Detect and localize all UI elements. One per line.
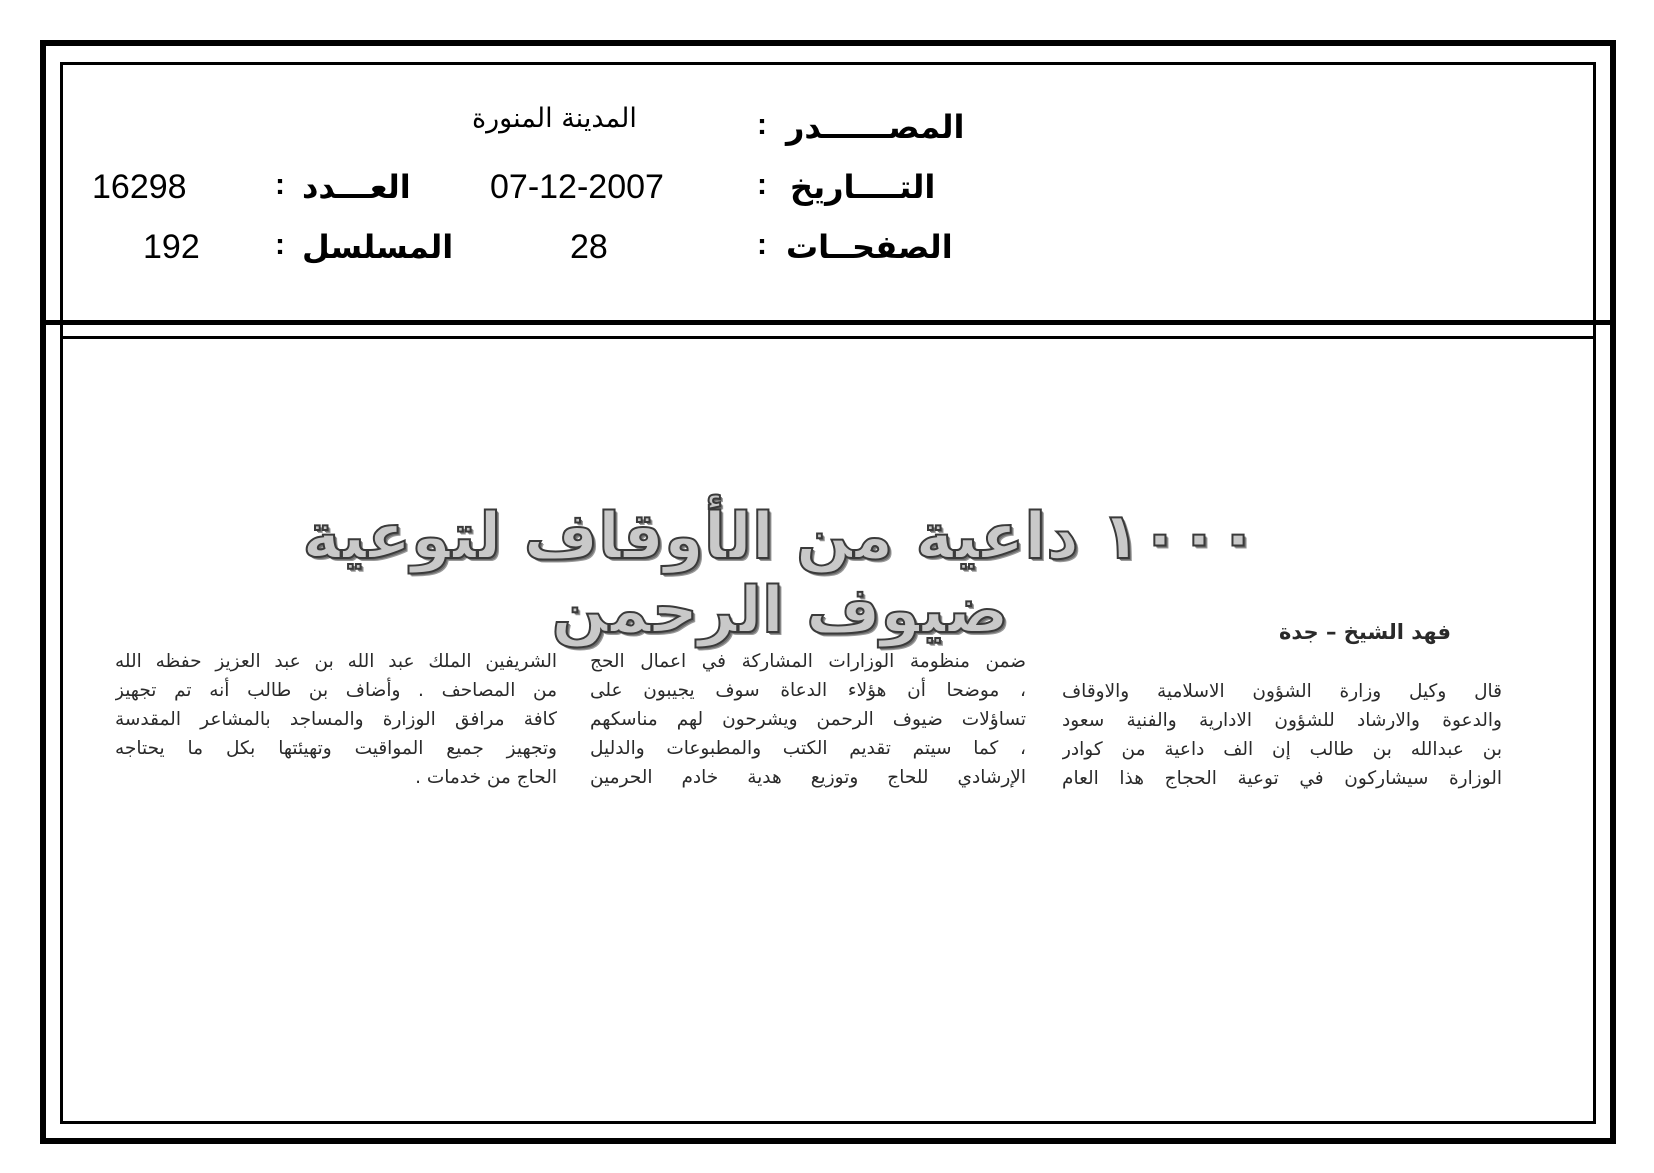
text-line: كافة مرافق الوزارة والمساجد بالمشاعر المقدسة bbox=[115, 709, 557, 730]
source-value: المدينة المنورة bbox=[472, 103, 637, 134]
text-line: الحاج من خدمات . bbox=[415, 767, 557, 788]
serial-colon: : bbox=[275, 228, 285, 261]
source-label: المصــــــدر bbox=[786, 108, 965, 146]
serial-label: المسلسل bbox=[302, 228, 454, 266]
text-line: ، كما سيتم تقديم الكتب والمطبوعات والدليل bbox=[590, 738, 1026, 759]
issue-value: 16298 bbox=[92, 168, 187, 206]
article-column-1 bbox=[1062, 677, 1502, 793]
issue-label: العـــدد bbox=[302, 168, 411, 206]
date-label: التــــاريخ bbox=[790, 168, 936, 206]
date-colon: : bbox=[757, 168, 767, 201]
headline: ١٠٠٠ داعية من الأوقاف لتوعية ضيوف الرحمن bbox=[302, 500, 1258, 648]
byline: فهد الشيخ – جدة bbox=[1279, 620, 1451, 644]
text-line: ضمن منظومة الوزارات المشاركة في اعمال الحج bbox=[590, 651, 1026, 672]
text-line: من المصاحف . وأضاف بن طالب أنه تم تجهيز bbox=[115, 680, 557, 701]
text-line: ، موضحا أن هؤلاء الدعاة سوف يجيبون على bbox=[590, 680, 1026, 701]
text-line: الوزارة سيشاركون في توعية الحجاج هذا العام bbox=[1062, 768, 1502, 789]
issue-colon: : bbox=[275, 168, 285, 201]
text-line: وتجهيز جميع المواقيت وتهيئتها بكل ما يحتاجه bbox=[115, 738, 557, 759]
text-line: تساؤلات ضيوف الرحمن ويشرحون لهم مناسكهم bbox=[590, 709, 1026, 730]
date-value: 07-12-2007 bbox=[490, 168, 664, 206]
text-line: الشريفين الملك عبد الله بن عبد العزيز حفظه الله bbox=[115, 651, 557, 672]
header-divider-inner bbox=[60, 336, 1596, 339]
source-colon: : bbox=[757, 108, 767, 141]
pages-label: الصفحــات bbox=[786, 228, 953, 266]
pages-value: 28 bbox=[570, 228, 608, 266]
header-divider bbox=[46, 320, 1610, 325]
text-line: الإرشادي للحاج وتوزيع هدية خادم الحرمين bbox=[590, 767, 1026, 788]
serial-value: 192 bbox=[143, 228, 200, 266]
pages-colon: : bbox=[757, 228, 767, 261]
article-column-2 bbox=[590, 647, 1026, 792]
text-line: قال وكيل وزارة الشؤون الاسلامية والاوقاف bbox=[1062, 681, 1502, 702]
text-line: بن عبدالله بن طالب إن الف داعية من كوادر bbox=[1062, 739, 1502, 760]
article-column-3 bbox=[115, 647, 557, 792]
text-line: والدعوة والارشاد للشؤون الادارية والفنية سعود bbox=[1062, 710, 1502, 731]
